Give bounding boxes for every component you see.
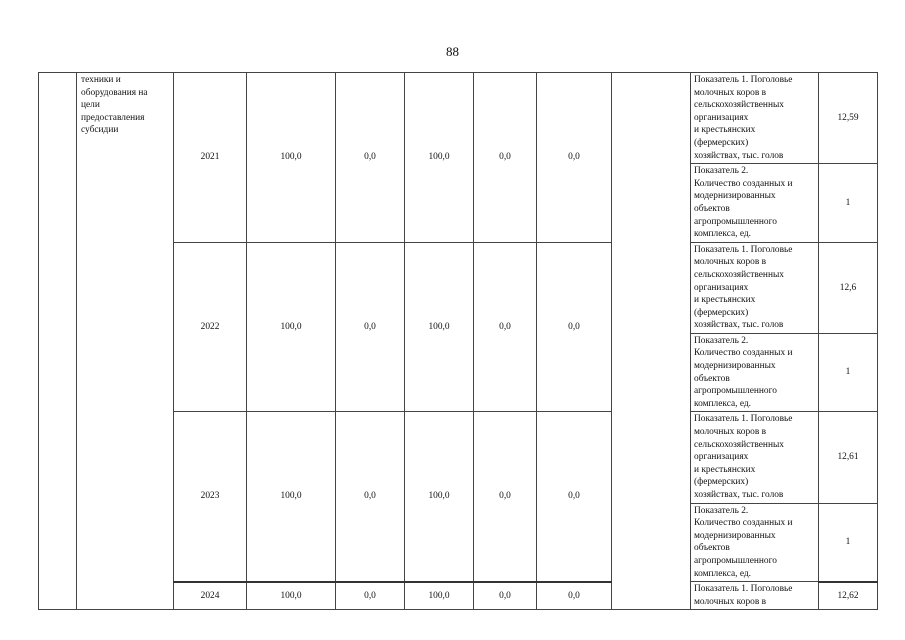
value-federal: 0,0	[336, 242, 405, 412]
value-regional: 100,0	[405, 582, 474, 610]
value-regional: 100,0	[405, 73, 474, 243]
value-regional: 100,0	[405, 412, 474, 582]
value-other: 0,0	[537, 242, 612, 412]
value-federal: 0,0	[336, 412, 405, 582]
indicator-2-cell: Показатель 2. Количество созданных и модернизированных объектов агропромышленного комплекса, ед.	[691, 503, 819, 582]
program-table	[38, 72, 878, 610]
event-name-cell: техники и оборудования на цели предоставления субсидии	[77, 73, 174, 610]
value-other: 0,0	[537, 73, 612, 243]
indicator-1-cell: Показатель 1. Поголовье молочных коров в	[691, 582, 819, 610]
indicator-1-cell: Показатель 1. Поголовье молочных коров в сельскохозяйственных организациях и крестьянских (фермерских) хозяйствах, тыс. голов	[691, 412, 819, 503]
indicator-1-value: 12,59	[819, 73, 878, 164]
value-local: 0,0	[474, 242, 537, 412]
value-other: 0,0	[537, 412, 612, 582]
year-cell: 2022	[174, 242, 247, 412]
indicator-1-cell: Показатель 1. Поголовье молочных коров в сельскохозяйственных организациях и крестьянских (фермерских) хозяйствах, тыс. голов	[691, 73, 819, 164]
value-federal: 0,0	[336, 582, 405, 610]
value-federal: 0,0	[336, 73, 405, 243]
indicator-2-cell: Показатель 2. Количество созданных и модернизированных объектов агропромышленного комплекса, ед.	[691, 333, 819, 412]
value-total: 100,0	[247, 242, 336, 412]
indicator-1-cell: Показатель 1. Поголовье молочных коров в сельскохозяйственных организациях и крестьянских (фермерских) хозяйствах, тыс. голов	[691, 242, 819, 333]
table-body	[39, 73, 878, 610]
indicator-1-value: 12,6	[819, 242, 878, 333]
indicator-2-value: 1	[819, 164, 878, 243]
value-local: 0,0	[474, 412, 537, 582]
indicator-1-value: 12,62	[819, 582, 878, 610]
value-other: 0,0	[537, 582, 612, 610]
indicator-2-value: 1	[819, 333, 878, 412]
year-cell: 2024	[174, 582, 247, 610]
page-number: 88	[446, 44, 459, 59]
indicator-2-value: 1	[819, 503, 878, 582]
indicator-1-value: 12,61	[819, 412, 878, 503]
indicator-2-cell: Показатель 2. Количество созданных и модернизированных объектов агропромышленного комплекса, ед.	[691, 164, 819, 243]
year-cell: 2021	[174, 73, 247, 243]
value-regional: 100,0	[405, 242, 474, 412]
value-total: 100,0	[247, 412, 336, 582]
number-cell	[39, 73, 77, 610]
value-local: 0,0	[474, 582, 537, 610]
value-total: 100,0	[247, 582, 336, 610]
executor-cell	[612, 73, 691, 610]
value-total: 100,0	[247, 73, 336, 243]
year-cell: 2023	[174, 412, 247, 582]
value-local: 0,0	[474, 73, 537, 243]
